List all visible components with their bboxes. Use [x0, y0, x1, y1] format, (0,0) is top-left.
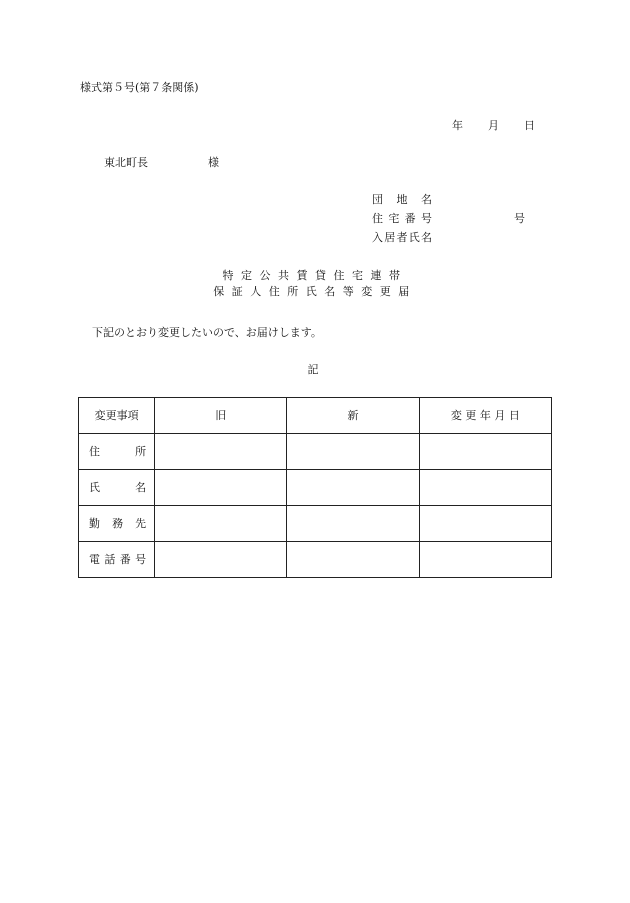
cell-name-date[interactable]: [419, 470, 551, 506]
form-number: 様式第５号(第７条関係): [80, 81, 199, 94]
row-label-address: 住所: [89, 445, 147, 458]
cell-phone-date[interactable]: [419, 542, 551, 578]
cell-address-old[interactable]: [155, 434, 287, 470]
title-line-1: 特定公共賃貸住宅連帯: [222, 269, 408, 282]
cell-phone-new[interactable]: [287, 542, 419, 578]
cell-workplace-old[interactable]: [155, 506, 287, 542]
header-old: 旧: [155, 398, 287, 434]
addressee-mayor: 東北町長: [104, 156, 148, 169]
applicant-fields: [372, 193, 525, 251]
addressee-honorific: 様: [208, 156, 219, 169]
addressee: [104, 157, 219, 168]
unit-number-label: 住宅番号: [372, 212, 432, 225]
cell-address-new[interactable]: [287, 434, 419, 470]
cell-phone-old[interactable]: [155, 542, 287, 578]
table-row: [79, 434, 552, 470]
cell-name-new[interactable]: [287, 470, 419, 506]
cell-workplace-new[interactable]: [287, 506, 419, 542]
table-row: [79, 506, 552, 542]
title-line-2: 保証人住所氏名等変更届: [213, 285, 417, 298]
header-change-item: 変更事項: [79, 398, 155, 434]
resident-name-label: 入居者氏名: [372, 231, 432, 244]
complex-name-label: 団地名: [372, 193, 432, 206]
cell-workplace-date[interactable]: [419, 506, 551, 542]
row-label-workplace: 勤務先: [89, 517, 147, 530]
table-header-row: [79, 398, 552, 434]
intro-text: 下記のとおり変更したいので、お届けします。: [92, 326, 322, 339]
change-table: [78, 397, 552, 578]
unit-number-row: [372, 212, 525, 232]
date-line: [452, 120, 535, 131]
complex-name-row: [372, 194, 432, 213]
cell-address-date[interactable]: [419, 434, 551, 470]
header-new: 新: [287, 398, 419, 434]
row-label-phone: 電話番号: [89, 553, 147, 566]
document-title: [0, 270, 630, 302]
ki-heading: 記: [307, 363, 319, 376]
header-change-date: 変 更 年 月 日: [419, 398, 551, 434]
date-day-label: 日: [524, 119, 535, 132]
date-month-label: 月: [488, 119, 499, 132]
row-label-name: 氏名: [89, 481, 147, 494]
date-year-label: 年: [452, 119, 463, 132]
table-row: [79, 542, 552, 578]
table-row: [79, 470, 552, 506]
unit-number-suffix: 号: [514, 212, 525, 225]
cell-name-old[interactable]: [155, 470, 287, 506]
resident-name-row: [372, 232, 432, 251]
